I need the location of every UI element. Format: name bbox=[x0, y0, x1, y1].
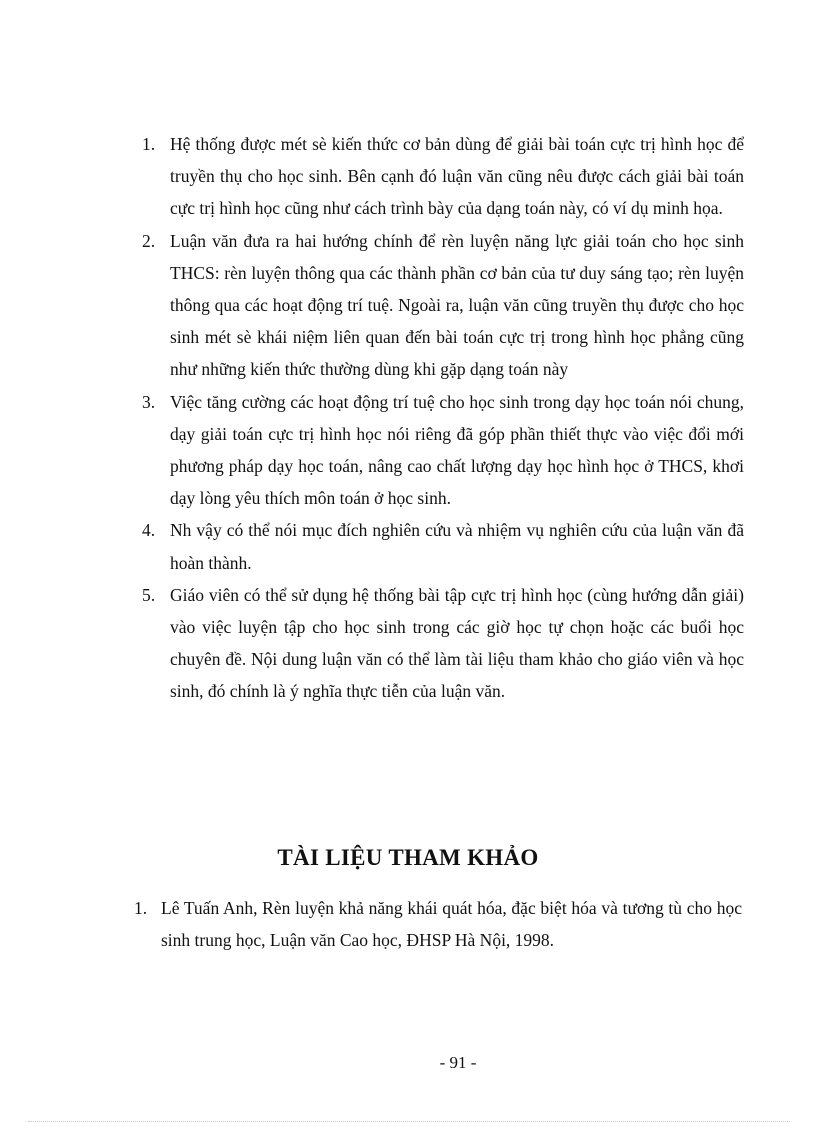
list-item bbox=[138, 386, 744, 515]
list-item-text: Luận văn đưa ra hai hướng chính để rèn luyện năng lực giải toán cho học sinh THCS: rèn luyện thông qua các thành phần cơ bản của tư duy sáng tạo; rèn luyện thông qua các hoạt động trí tuệ. Ngoài ra, luận văn cũng truyền thụ được cho học sinh mét sè khái niệm liên quan đến bài toán cực trị trong hình học phẳng cũng như những kiến thức thường dùng khi gặp dạng toán này bbox=[170, 230, 744, 380]
list-item-text: Hệ thống được mét sè kiến thức cơ bản dùng để giải bài toán cực trị hình học để truyền thụ cho học sinh. Bên cạnh đó luận văn cũng nêu được cách giải bài toán cực trị hình học cũng như cách trình bày của dạng toán này, có ví dụ minh họa. bbox=[170, 134, 744, 219]
list-item-number: 4. bbox=[142, 520, 156, 541]
conclusions-list bbox=[138, 128, 744, 708]
list-item-number: 2. bbox=[142, 230, 156, 251]
list-item-number: 3. bbox=[142, 391, 156, 412]
list-item bbox=[138, 128, 744, 225]
page-number: - 91 - bbox=[439, 1053, 477, 1072]
list-item-text: Việc tăng cường các hoạt động trí tuệ cho học sinh trong dạy học toán nói chung, dạy giải toán cực trị hình học nói riêng đã góp phần thiết thực vào việc đổi mới phương pháp dạy học toán, nâng cao chất lượng dạy học hình học ở THCS, khơi dạy lòng yêu thích môn toán ở học sinh. bbox=[170, 391, 744, 509]
list-item bbox=[138, 225, 744, 386]
list-item-number: 5. bbox=[142, 584, 156, 605]
references-list bbox=[128, 892, 742, 956]
reference-number: 1. bbox=[134, 898, 148, 918]
list-item bbox=[138, 514, 744, 578]
list-item-text: Nh vậy có thể nói mục đích nghiên cứu và nhiệm vụ nghiên cứu của luận văn đã hoàn thành. bbox=[170, 520, 744, 573]
reference-text: Lê Tuấn Anh, Rèn luyện khả năng khái quát hóa, đặc biệt hóa và tương tù cho học sinh trung học, Luận văn Cao học, ĐHSP Hà Nội, 1998. bbox=[161, 898, 742, 951]
page-bottom-divider bbox=[28, 1121, 790, 1122]
reference-item bbox=[128, 892, 742, 956]
list-item bbox=[138, 579, 744, 708]
references-heading: TÀI LIỆU THAM KHẢO bbox=[277, 845, 539, 870]
list-item-number: 1. bbox=[142, 134, 156, 154]
list-item-text: Giáo viên có thể sử dụng hệ thống bài tập cực trị hình học (cùng hướng dẫn giải) vào việc luyện tập cho học sinh trong các giờ học tự chọn hoặc các buổi học chuyên đề. Nội dung luận văn có thể làm tài liệu tham khảo cho giáo viên và học sinh, đó chính là ý nghĩa thực tiễn của luận văn. bbox=[170, 584, 744, 702]
